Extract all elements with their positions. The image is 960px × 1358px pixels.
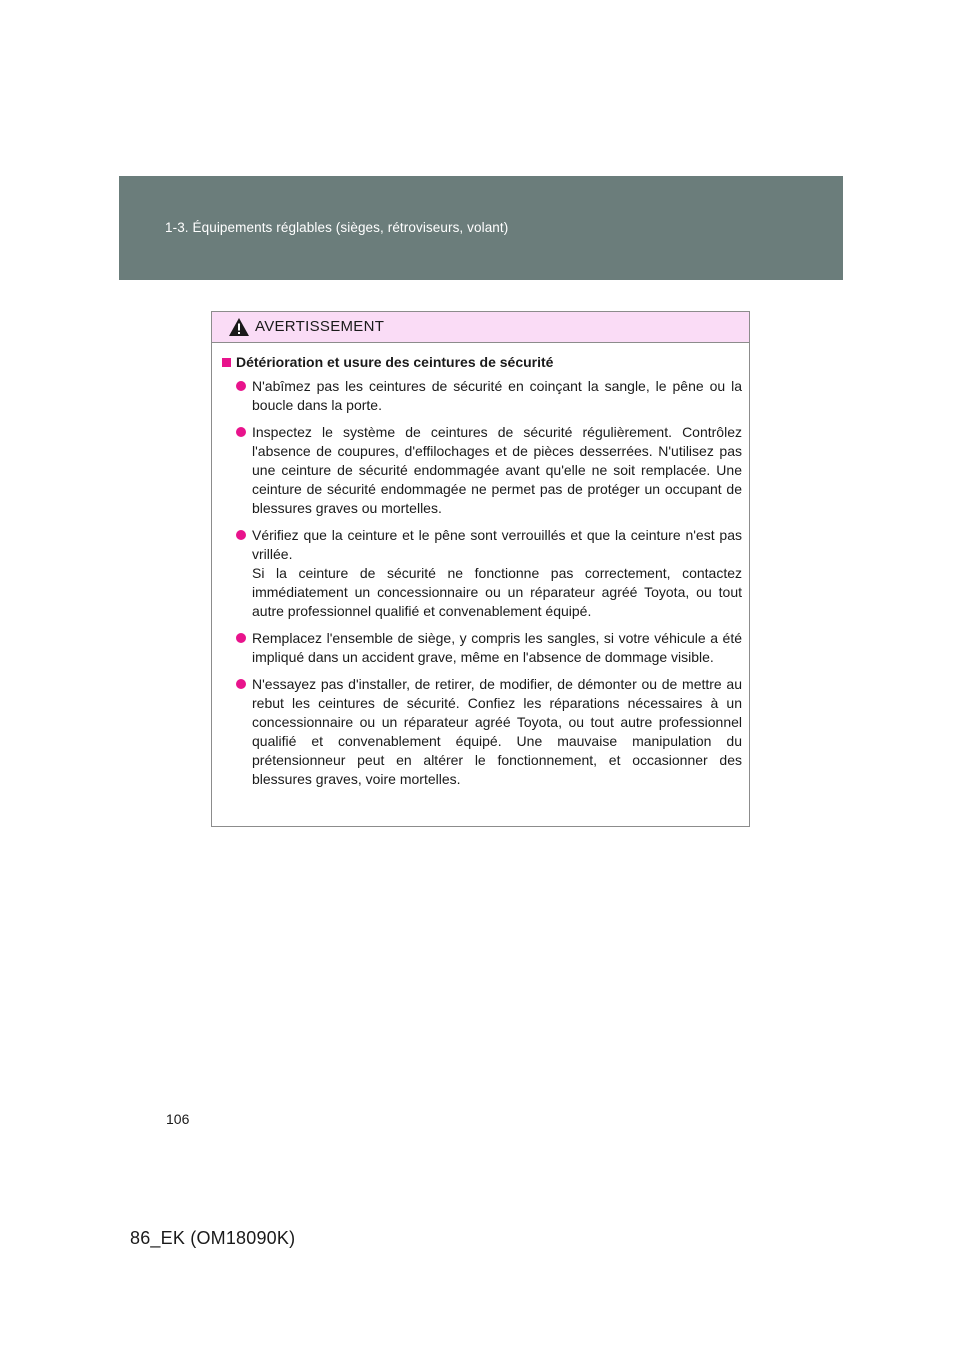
square-bullet-icon xyxy=(222,358,231,367)
circle-bullet-icon xyxy=(236,530,246,540)
bullet-text: N'essayez pas d'installer, de retirer, de modifier, de démonter ou de mettre au rebut les ceintures de sécurité. Confiez les réparations nécessaires à un concessionnaire ou un réparateur agréé Toyota, ou tout autre professionnel qualifié et convenablement équipé. Une mauvaise manipulation du prétensionneur peut en altérer le fonctionnement, et occasionner des blessures graves, voire mortelles. xyxy=(252,676,742,787)
warning-bullet xyxy=(222,675,742,789)
warning-header xyxy=(212,312,749,343)
bullet-text: Remplacez l'ensemble de siège, y compris les sangles, si votre véhicule a été impliqué dans un accident grave, même en l'absence de dommage visible. xyxy=(252,630,742,665)
chapter-section-title: 1-3. Équipements réglables (sièges, rétroviseurs, volant) xyxy=(165,220,509,235)
warning-section-heading xyxy=(222,353,742,372)
circle-bullet-icon xyxy=(236,427,246,437)
warning-box xyxy=(211,311,750,827)
warning-bullet xyxy=(222,629,742,667)
bullet-text-continuation: Si la ceinture de sécurité ne fonctionne pas correctement, contactez immédiatement un concessionnaire ou un réparateur agréé Toyota, ou tout autre professionnel qualifié et convenablement équipé. xyxy=(252,565,742,619)
bullet-text: Inspectez le système de ceintures de sécurité régulièrement. Contrôlez l'absence de coupures, d'effilochages et de pièces desserrées. N'utilisez pas une ceinture de sécurité endommagée avant qu'elle ne soit remplacée. Une ceinture de sécurité endommagée ne permet pas de protéger un occupant de blessures graves ou mortelles. xyxy=(252,424,742,516)
warning-bullet xyxy=(222,377,742,415)
chapter-header-band xyxy=(119,176,843,280)
warning-label: AVERTISSEMENT xyxy=(255,318,385,335)
bullet-text: N'abîmez pas les ceintures de sécurité en coinçant la sangle, le pêne ou la boucle dans la porte. xyxy=(252,378,742,413)
bullet-text: Vérifiez que la ceinture et le pêne sont verrouillés et que la ceinture n'est pas vrillée. xyxy=(252,527,742,562)
circle-bullet-icon xyxy=(236,679,246,689)
warning-bullet xyxy=(222,423,742,518)
warning-bullet xyxy=(222,526,742,621)
circle-bullet-icon xyxy=(236,633,246,643)
warning-body xyxy=(212,343,749,789)
warning-section-title: Détérioration et usure des ceintures de sécurité xyxy=(236,354,554,370)
page-number: 106 xyxy=(166,1111,190,1127)
warning-triangle-icon xyxy=(228,317,250,337)
footer-code: 86_EK (OM18090K) xyxy=(130,1228,296,1248)
circle-bullet-icon xyxy=(236,381,246,391)
